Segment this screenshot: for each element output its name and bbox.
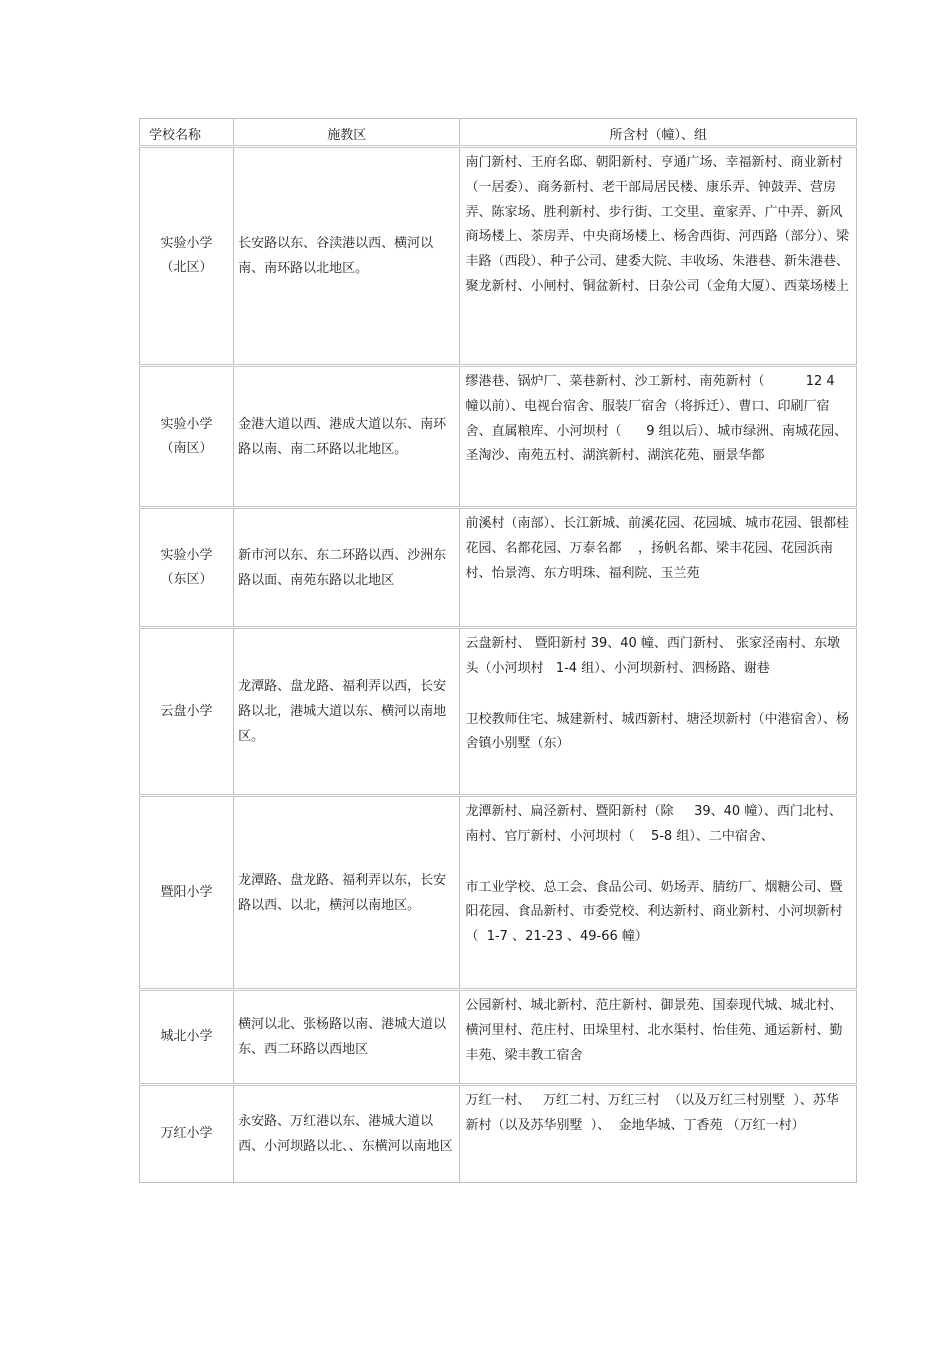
table-row — [140, 366, 857, 508]
table-row — [140, 628, 857, 796]
villages-text: 云盘新村、 暨阳新村 39、40 幢、西门新村、 张家泾南村、东墩头（小河坝村 1-4 组）、小河坝新村、泗杨路、谢巷 — [465, 636, 841, 676]
school-name-cell — [140, 147, 234, 366]
school-name-line: 实验小学 — [160, 236, 213, 251]
villages-text: 公园新村、城北新村、范庄新村、御景苑、国泰现代城、城北村、横河里村、范庄村、田垛里村、北水渠村、怡佳苑、通运新村、勤丰苑、梁丰教工宿舍 — [465, 998, 843, 1063]
table-row — [140, 990, 857, 1085]
district-cell: 龙潭路、盘龙路、福利弄以东，长安路以西、以北，横河以南地区。 — [234, 796, 460, 990]
school-name-cell — [140, 796, 234, 990]
villages-cell — [460, 147, 857, 366]
school-name-line: （东区） — [160, 571, 213, 587]
table-row — [140, 1085, 857, 1183]
school-name-cell — [140, 628, 234, 796]
table-row — [140, 147, 857, 366]
district-cell: 横河以北、张杨路以南、港城大道以东、西二环路以西地区 — [234, 990, 460, 1085]
school-name-line: 实验小学 — [160, 547, 213, 563]
villages-text: 南门新村、王府名邸、朝阳新村、亨通广场、幸福新村、商业新村（一居委）、商务新村、老干部局居民楼、康乐弄、钟鼓弄、营房弄、陈家场、胜利新村、步行街、工交里、童家弄、广中弄、新风商场楼上、茶房弄、中央商场楼上、杨舍西街、河西路（部分）、梁丰路（西段）、种子公司、建委大院、丰收场、朱港巷、新朱港巷、聚龙新村、小闸村、铜盆新村、日杂公司（金角大厦）、西菜场楼上 — [465, 155, 849, 294]
school-name-cell — [140, 366, 234, 508]
header-villages: 所含村（幢）、组 — [460, 119, 857, 147]
district-cell: 新市河以东、东二环路以西、沙洲东路以面、南苑东路以北地区 — [234, 508, 460, 628]
villages-cell — [460, 366, 857, 508]
header-school-name: 学校名称 — [140, 119, 234, 147]
school-name-line: 暨阳小学 — [160, 884, 213, 900]
district-cell: 长安路以东、谷渎港以西、横河以南、南环路以北地区。 — [234, 147, 460, 366]
villages-text: 前溪村（南部）、长江新城、前溪花园、花园城、城市花园、银都桂花园、名都花园、万泰名都 ，扬帆名都、梁丰花园、花园浜南村、怡景湾、东方明珠、福利院、玉兰苑 — [465, 516, 849, 581]
villages-cell — [460, 508, 857, 628]
header-district: 施教区 — [234, 119, 460, 147]
villages-cell — [460, 628, 857, 796]
district-cell: 金港大道以西、港成大道以东、南环路以南、南二环路以北地区。 — [234, 366, 460, 508]
school-name-line: 实验小学 — [160, 416, 213, 432]
school-name-cell — [140, 1085, 234, 1183]
school-name-line: 云盘小学 — [160, 703, 213, 719]
villages-text: 缪港巷、锅炉厂、菜巷新村、沙工新村、南苑新村（ 12 4 幢以前）、电视台宿舍、服装厂宿舍（将拆迁）、曹口、印刷厂宿舍、直属粮库、小河坝村（ 9 组以后）、城市绿洲、南城花园、圣淘沙、南苑五村、湖滨新村、湖滨花苑、丽景华都 — [465, 374, 848, 464]
table-header-row — [140, 119, 857, 147]
school-district-table — [139, 118, 857, 1183]
villages-cell — [460, 990, 857, 1085]
table-row — [140, 508, 857, 628]
district-cell: 龙潭路、盘龙路、福利弄以西，长安路以北，港城大道以东、横河以南地区。 — [234, 628, 460, 796]
school-name-cell — [140, 990, 234, 1085]
villages-cell — [460, 796, 857, 990]
school-name-line: （北区） — [160, 260, 213, 275]
school-name-line: 城北小学 — [160, 1029, 213, 1044]
villages-cell — [460, 1085, 857, 1183]
school-name-line: 万红小学 — [160, 1126, 213, 1141]
villages-text: 龙潭新村、扁泾新村、暨阳新村（除 39、40 幢）、西门北村、南村、官厅新村、小河坝村（ 5-8 组）、二中宿舍、 — [465, 804, 842, 844]
table-row — [140, 796, 857, 990]
school-name-cell — [140, 508, 234, 628]
villages-text: 市工业学校、总工会、食品公司、奶场弄、腈纺厂、烟糖公司、暨阳花园、食品新村、市委党校、利达新村、商业新村、小河坝新村（ 1-7 、21-23 、49-66 幢） — [465, 879, 843, 945]
villages-text: 卫校教师住宅、城建新村、城西新村、塘泾坝新村（中港宿舍）、杨舍镇小别墅（东） — [465, 711, 849, 752]
school-name-line: （南区） — [160, 440, 213, 456]
district-cell: 永安路、万红港以东、港城大道以西、小河坝路以北、、东横河以南地区 — [234, 1085, 460, 1183]
villages-text: 万红一村、 万红二村、万红三村 （以及万红三村别墅 ）、苏华新村（以及苏华别墅 ）、 金地华城、丁香苑 （万红一村） — [465, 1093, 839, 1133]
